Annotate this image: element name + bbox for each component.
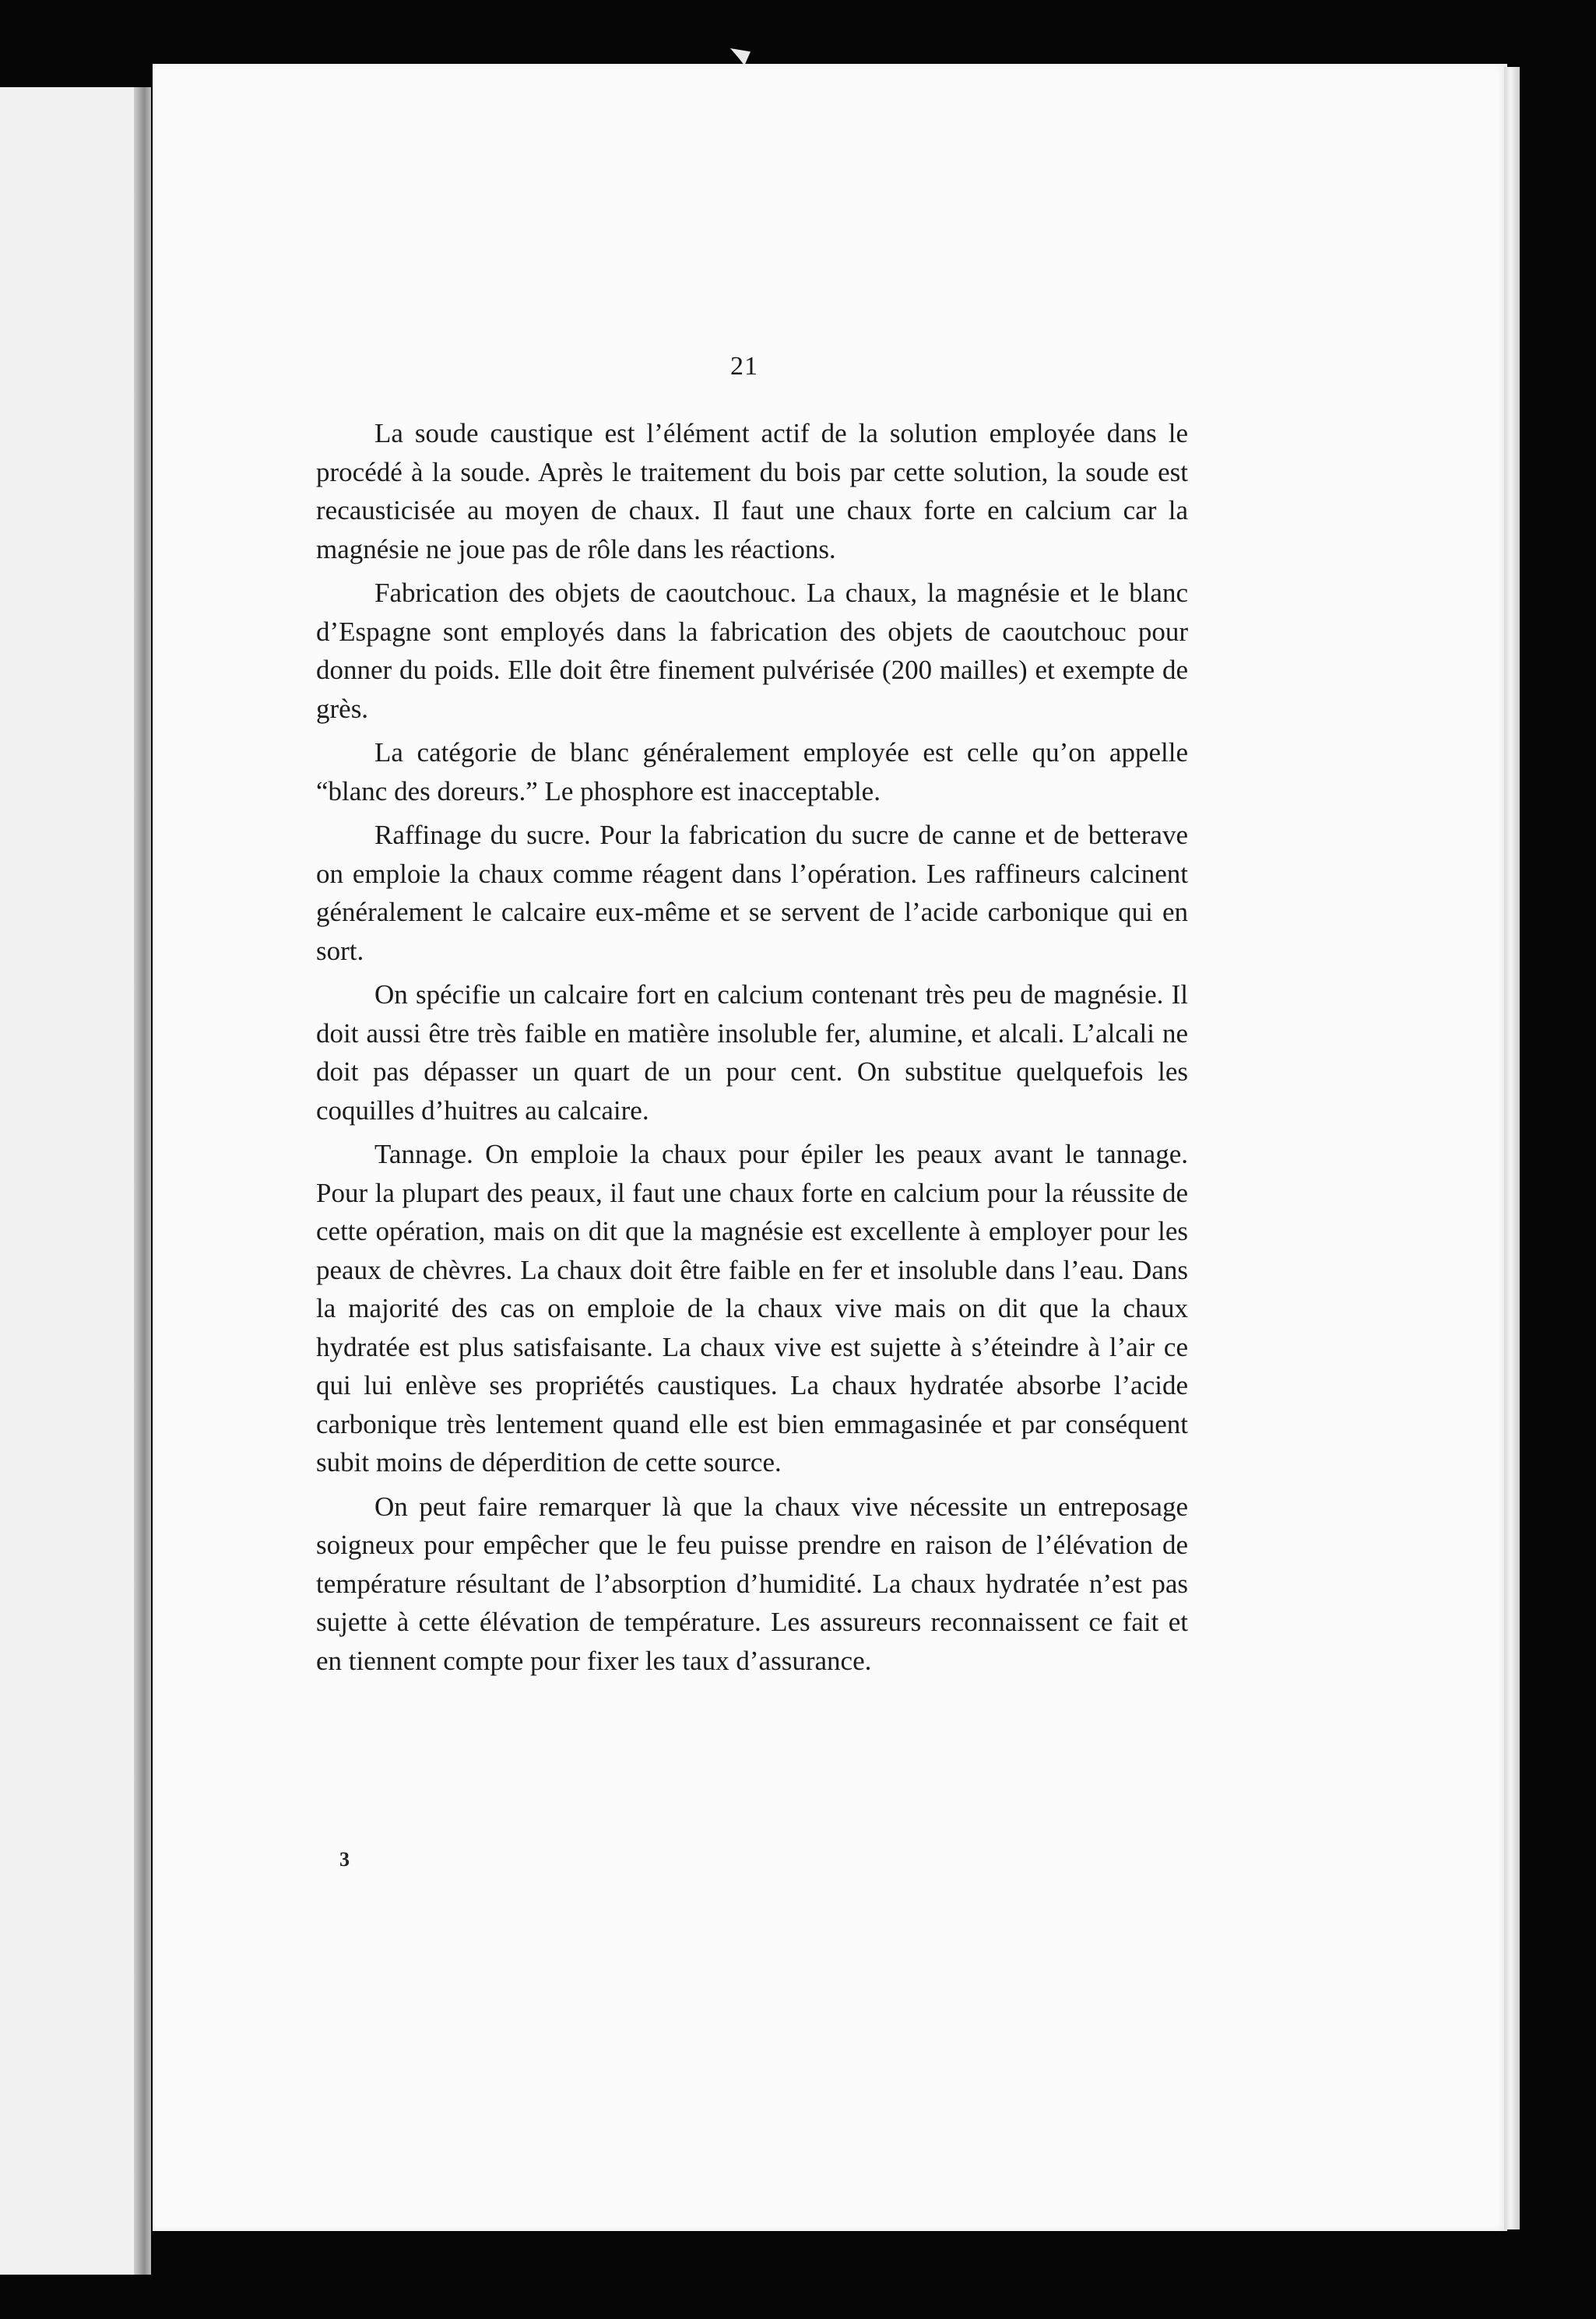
paragraph-soude-caustique: La soude caustique est l’élément actif de la solution employée dans le procédé à la soude. Après le traitement du bois par cette solution, la soude est recausticisée au moyen de chaux. Il faut une chaux forte en calcium car la magnésie ne joue pas de rôle dans les réactions.: [316, 418, 1188, 564]
previous-page-edge: [0, 87, 148, 2275]
scan-artifact: [730, 48, 751, 65]
paragraph-calcaire: On spécifie un calcaire fort en calcium contenant très peu de magnésie. Il doit aussi être très faible en matière insoluble fer, alumine, et alcali. L’alcali ne doit pas dépasser un quart de un pour cent. On substitue quelquefois les coquilles d’huitres au calcaire.: [316, 979, 1188, 1126]
paragraph-entreposage: On peut faire remarquer là que la chaux vive nécessite un entreposage soigneux pour empêcher que le feu puisse prendre en raison de l’élévation de température résultant de l’absorption d’humidité. La chaux hydratée n’est pas sujette à cette élévation de température. Les assureurs reconnaissent ce fait et en tiennent compte pour fixer les taux d’assurance.: [316, 1491, 1188, 1676]
paragraph-raffinage-sucre: Raffinage du sucre. Pour la fabrication du sucre de canne et de betterave on emploie la chaux comme réagent dans l’opération. Les raffineurs calcinent généralement le calcaire eux-même et se servent de l’acide carbonique qui en sort.: [316, 820, 1188, 966]
paragraph-blanc-des-doreurs: La catégorie de blanc généralement employée est celle qu’on appelle “blanc des doreurs.” Le phosphore est inacceptable.: [316, 737, 1188, 806]
paragraph-caoutchouc: Fabrication des objets de caoutchouc. La chaux, la magnésie et le blanc d’Espagne sont employés dans la fabrication des objets de caoutchouc pour donner du poids. Elle doit être finement pulvérisée (200 mailles) et exempte de grès.: [316, 578, 1188, 724]
paragraph-tannage: Tannage. On emploie la chaux pour épiler les peaux avant le tannage. Pour la plupart des peaux, il faut une chaux forte en calcium pour la réussite de cette opération, mais on dit que la magnésie est excellente à employer pour les peaux de chèvres. La chaux doit être faible en fer et insoluble dans l’eau. Dans la majorité des cas on emploie de la chaux vive mais on dit que la chaux hydratée est plus satisfaisante. La chaux vive est sujette à s’éteindre à l’air ce qui lui enlève ses propriétés caustiques. La chaux hydratée absorbe l’acide carbonique très lentement quand elle est bien emmagasinée et par conséquent subit moins de déperdition de cette source.: [316, 1139, 1188, 1477]
signature-mark: 3: [339, 1848, 350, 1871]
page-number: 21: [730, 352, 758, 381]
page-right-edge: [1504, 67, 1520, 2229]
body-text: [316, 414, 1188, 1685]
previous-page-gutter: [134, 87, 151, 2275]
